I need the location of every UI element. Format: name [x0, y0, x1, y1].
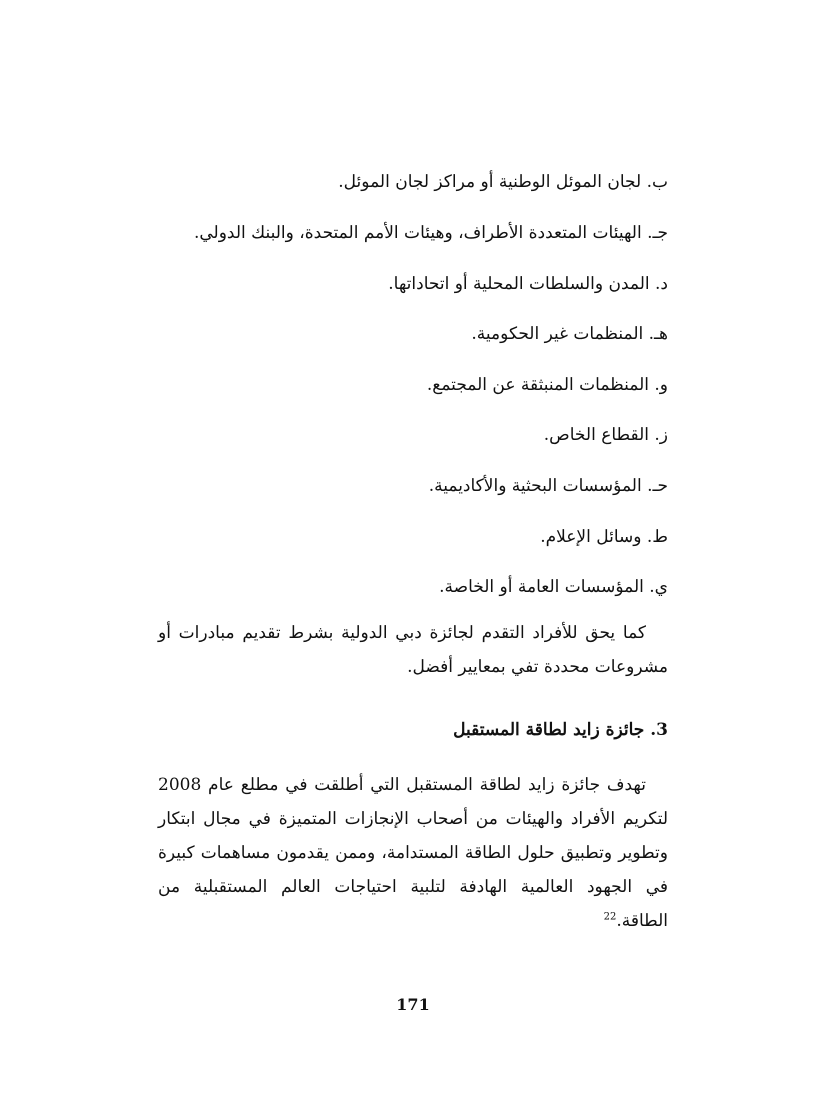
- list-item-j: جـ. الهيئات المتعددة الأطراف، وهيئات الأمم المتحدة، والبنك الدولي.: [193, 223, 668, 243]
- list-item-b: ب. لجان الموئل الوطنية أو مراكز لجان الموئل.: [338, 172, 668, 192]
- paragraph-individuals-text: كما يحق للأفراد التقدم لجائزة دبي الدولية بشرط تقديم مبادرات أو مشروعات محددة تفي بمعايير أفضل.: [158, 623, 668, 677]
- list-item-w: و. المنظمات المنبثقة عن المجتمع.: [426, 375, 668, 395]
- section-heading: 3. جائزة زايد لطاقة المستقبل: [453, 720, 668, 740]
- paragraph-zayed-prize: [158, 768, 668, 938]
- list-item-z: ز. القطاع الخاص.: [543, 425, 668, 445]
- list-item-h: هـ. المنظمات غير الحكومية.: [471, 324, 668, 344]
- page-number: 171: [396, 995, 430, 1014]
- list-item-h2: حـ. المؤسسات البحثية والأكاديمية.: [428, 476, 668, 496]
- paragraph-individuals: [158, 616, 668, 684]
- list-item-y: ي. المؤسسات العامة أو الخاصة.: [439, 577, 668, 597]
- footnote-reference[interactable]: 22: [603, 911, 617, 923]
- list-item-d: د. المدن والسلطات المحلية أو اتحاداتها.: [388, 274, 668, 294]
- paragraph-zayed-prize-text: تهدف جائزة زايد لطاقة المستقبل التي أطلقت في مطلع عام 2008 لتكريم الأفراد والهيئات من أصحاب الإنجازات المتميزة في مجال ابتكار وتطوير وتطبيق حلول الطاقة المستدامة، وممن يقدمون مساهمات كبيرة في الجهود العالمية الهادفة لتلبية احتياجات العالم المستقبلية من الطاقة.: [158, 775, 668, 931]
- list-item-t: ط. وسائل الإعلام.: [540, 527, 668, 547]
